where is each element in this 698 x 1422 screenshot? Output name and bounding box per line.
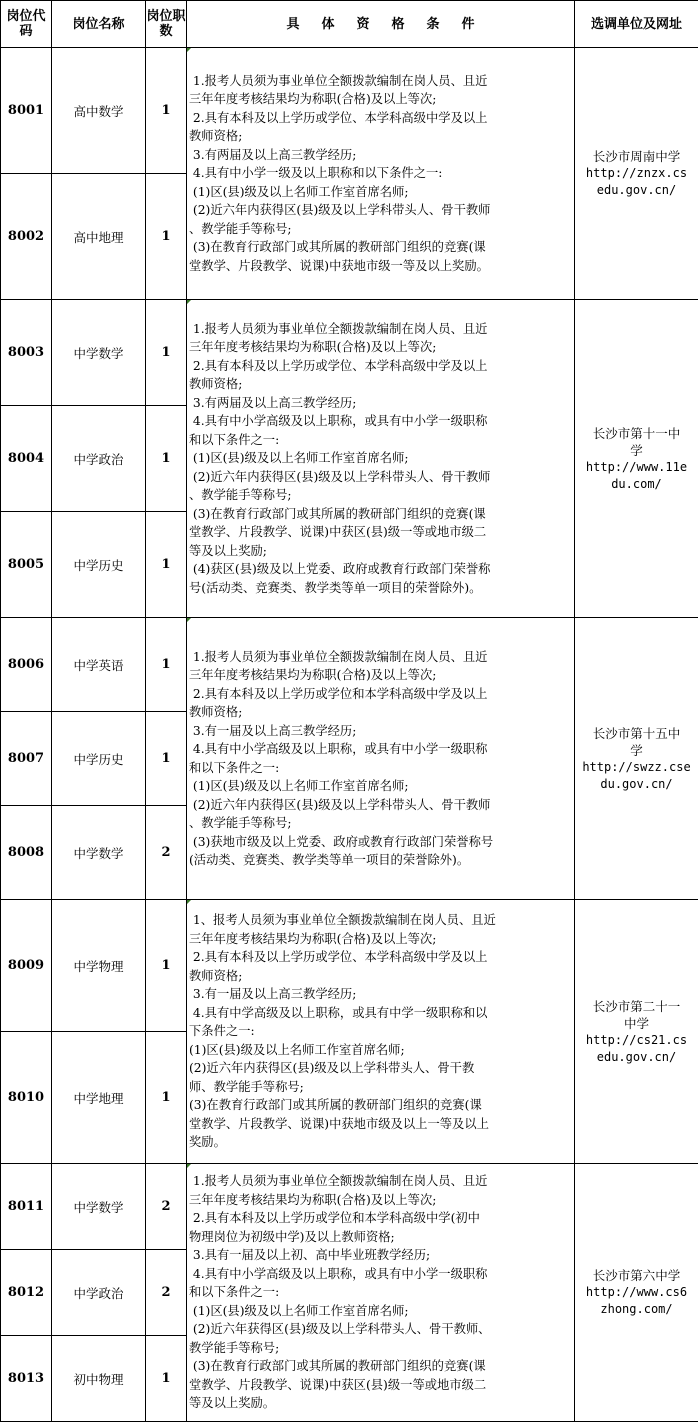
requirement-line: 4.具有中小学高级及以上职称，或具有中小学一级职称 (189, 414, 488, 429)
position-code: 8002 (1, 174, 52, 300)
requirement-line: 2.具有本科及以上学历或学位、本学科高级中学及以上 (189, 110, 488, 125)
requirement-line: 三年年度考核结果均为称职(合格)及以上等次; (189, 1192, 437, 1207)
header-code: 岗位代码 (1, 1, 52, 48)
requirement-line: 3.有两届及以上高三教学经历; (189, 147, 357, 162)
requirement-line: 师、教学能手等称号; (189, 1079, 304, 1094)
unit-url: http://cs21.cs (585, 1032, 688, 1047)
header-unit: 选调单位及网址 (575, 1, 698, 48)
requirement-line: 3.有两届及以上高三教学经历; (189, 395, 357, 410)
requirement-line: 、教学能手等称号; (189, 816, 292, 830)
position-name: 中学数学 (52, 1164, 146, 1250)
requirement-line: 4.具有中学高级及以上职称，或具有中学一级职称和以 (189, 1005, 488, 1020)
requirement-line: 等及以上奖励。 (189, 1396, 276, 1411)
unit-url: http://znzx.cs (585, 166, 688, 180)
cell-comment-marker (187, 48, 191, 52)
position-name: 中学历史 (52, 512, 146, 618)
requirement-line: 2.具有本科及以上学历或学位和本学科高级中学及以上 (189, 686, 488, 701)
requirements-cell (187, 300, 575, 618)
header-req-char: 资 (356, 16, 370, 32)
requirement-line: (4)获区(县)级及以上党委、政府或教育行政部门荣誉称 (189, 562, 491, 577)
unit-name: 长沙市第六中学 (592, 1268, 681, 1283)
requirement-line: 4.具有中小学一级及以上职称和以下条件之一: (189, 166, 443, 181)
position-name: 中学政治 (52, 1250, 146, 1336)
table-row (1, 1164, 698, 1250)
requirement-line: 、教学能手等称号; (189, 488, 292, 503)
position-count: 1 (146, 300, 187, 406)
position-count: 2 (146, 1250, 187, 1336)
table-row (1, 48, 698, 174)
position-count: 1 (146, 48, 187, 174)
cell-comment-marker (187, 300, 191, 304)
cell-comment-marker (187, 618, 191, 622)
unit-url: http://www.11e (585, 459, 688, 474)
position-count: 2 (146, 806, 187, 900)
position-code: 8011 (1, 1164, 52, 1250)
position-count: 1 (146, 1336, 187, 1422)
table-header-row (1, 1, 698, 48)
requirement-line: 等及以上奖励; (189, 543, 267, 558)
table-row (1, 900, 698, 1032)
requirement-line: 2.具有本科及以上学历或学位和本学科高级中学(初中 (189, 1211, 480, 1226)
position-name: 中学英语 (52, 618, 146, 712)
requirement-line: 教学能手等称号; (189, 1340, 280, 1355)
requirement-line: 3.有一届及以上高三教学经历; (189, 723, 357, 738)
position-count: 1 (146, 618, 187, 712)
position-code: 8013 (1, 1336, 52, 1422)
requirement-line: 和以下条件之一: (189, 760, 280, 775)
requirement-line: 教师资格; (189, 377, 243, 392)
requirement-line: 三年年度考核结果均为称职(合格)及以上等次; (189, 668, 437, 682)
position-name: 中学物理 (52, 900, 146, 1032)
requirement-line: (1)区(县)级及以上名师工作室首席名师; (189, 451, 409, 466)
requirement-line: 堂教学、片段教学、说课)中获区(县)级一等或地市级二 (189, 525, 487, 540)
position-code: 8003 (1, 300, 52, 406)
position-count: 2 (146, 1164, 187, 1250)
requirement-line: 4.具有中小学高级及以上职称，或具有中小学一级职称 (189, 1266, 488, 1281)
unit-cell (575, 300, 698, 618)
requirement-line: 和以下条件之一: (189, 1285, 280, 1300)
requirement-line: 下条件之一: (189, 1024, 255, 1039)
unit-name: 中学 (623, 1015, 649, 1031)
position-code: 8001 (1, 48, 52, 174)
unit-cell (575, 1164, 698, 1422)
requirements-cell (187, 900, 575, 1164)
header-req-char: 具 (286, 16, 300, 32)
header-req-char: 条 (426, 16, 440, 32)
requirement-line: 号(活动类、竞赛类、教学类等单一项目的荣誉除外)。 (189, 580, 482, 595)
requirement-line: 堂教学、片段教学、说课)中获区(县)级一等或地市级二 (189, 1377, 487, 1392)
position-name: 初中物理 (52, 1336, 146, 1422)
requirement-line: 物理岗位为初级中学)及以上教师资格; (189, 1229, 395, 1244)
requirement-line: 1.报考人员须为事业单位全额拨款编制在岗人员、且近 (189, 321, 488, 336)
position-count: 1 (146, 406, 187, 512)
requirement-line: 和以下条件之一: (189, 432, 280, 447)
requirement-line: (3)在教育行政部门或其所属的教研部门组织的竞赛(课 (189, 1359, 486, 1374)
cell-comment-marker (187, 1164, 191, 1168)
unit-url: http://www.cs6 (585, 1285, 688, 1299)
position-name: 中学历史 (52, 712, 146, 806)
cell-comment-marker (187, 900, 191, 904)
requirement-line: (3)获地市级及以上党委、政府或教育行政部门荣誉称号 (189, 834, 494, 849)
unit-name: 长沙市周南中学 (592, 149, 681, 164)
requirement-line: (2)近六年内获得区(县)级及以上学科带头人、骨干教师 (189, 797, 491, 812)
position-count: 1 (146, 1032, 187, 1164)
header-requirements (187, 1, 575, 48)
position-count: 1 (146, 900, 187, 1032)
requirement-line: (2)近六年内获得区(县)级及以上学科带头人、骨干教师 (189, 203, 491, 218)
unit-name: 长沙市第十一中 (592, 425, 681, 441)
requirement-line: 4.具有中小学高级及以上职称，或具有中小学一级职称 (189, 742, 488, 756)
requirement-line: 1、报考人员须为事业单位全额拨款编制在岗人员、且近 (189, 913, 496, 928)
unit-cell (575, 900, 698, 1164)
requirement-line: (1)区(县)级及以上名师工作室首席名师; (189, 1303, 409, 1318)
unit-name: 学 (630, 442, 643, 458)
header-count: 岗位职数 (146, 1, 187, 48)
requirement-line: (3)在教育行政部门或其所属的教研部门组织的竞赛(课 (189, 506, 486, 521)
requirement-line: 三年年度考核结果均为称职(合格)及以上等次; (189, 340, 437, 355)
requirement-line: (2)近六年内获得区(县)级及以上学科带头人、骨干教 (189, 1061, 475, 1076)
table-row (1, 300, 698, 406)
header-name: 岗位名称 (52, 1, 146, 48)
table-row (1, 618, 698, 712)
unit-cell (575, 618, 698, 900)
requirement-line: (1)区(县)级及以上名师工作室首席名师; (189, 1042, 405, 1057)
requirement-line: (1)区(县)级及以上名师工作室首席名师; (189, 779, 409, 793)
position-name: 高中数学 (52, 48, 146, 174)
position-name: 中学政治 (52, 406, 146, 512)
requirement-line: 教师资格; (189, 705, 243, 719)
requirement-line: (活动类、竞赛类、教学类等单一项目的荣誉除外)。 (189, 853, 470, 867)
header-req-char: 格 (391, 16, 405, 32)
requirement-line: (1)区(县)级及以上名师工作室首席名师; (189, 184, 409, 199)
requirement-line: 奖励。 (189, 1135, 226, 1150)
requirement-line: 堂教学、片段教学、说课)中获地市级及以上一等及以上 (189, 1116, 489, 1131)
requirement-line: 2.具有本科及以上学历或学位、本学科高级中学及以上 (189, 358, 488, 373)
unit-url: du.com/ (611, 476, 662, 491)
requirement-line: 3.具有一届及以上初、高中毕业班教学经历; (189, 1248, 431, 1263)
requirement-line: 堂教学、片段教学、说课)中获地市级一等及以上奖励。 (189, 258, 489, 273)
header-req-char: 体 (321, 16, 335, 32)
position-name: 高中地理 (52, 174, 146, 300)
requirement-line: (2)近六年获得区(县)级及以上学科带头人、骨干教师、 (189, 1322, 491, 1337)
position-code: 8010 (1, 1032, 52, 1164)
position-code: 8009 (1, 900, 52, 1032)
requirement-line: 3.有一届及以上高三教学经历; (189, 987, 357, 1002)
position-code: 8008 (1, 806, 52, 900)
unit-url: du.gov.cn/ (600, 776, 673, 791)
requirement-line: 三年年度考核结果均为称职(合格)及以上等次; (189, 92, 437, 107)
position-name: 中学数学 (52, 300, 146, 406)
unit-url: edu.gov.cn/ (596, 1049, 677, 1064)
requirement-line: 教师资格; (189, 968, 243, 983)
requirement-line: 1.报考人员须为事业单位全额拨款编制在岗人员、且近 (189, 73, 488, 88)
requirement-line: (3)在教育行政部门或其所属的教研部门组织的竞赛(课 (189, 240, 486, 255)
requirement-line: 教师资格; (189, 129, 243, 144)
requirements-cell (187, 618, 575, 900)
requirement-line: 、教学能手等称号; (189, 221, 292, 236)
position-count: 1 (146, 712, 187, 806)
unit-url: http://swzz.cse (582, 759, 691, 774)
unit-name: 学 (630, 742, 643, 758)
position-name: 中学数学 (52, 806, 146, 900)
position-name: 中学地理 (52, 1032, 146, 1164)
requirement-line: (2)近六年内获得区(县)级及以上学科带头人、骨干教师 (189, 469, 491, 484)
requirement-line: 2.具有本科及以上学历或学位、本学科高级中学及以上 (189, 950, 488, 965)
requirement-line: 1.报考人员须为事业单位全额拨款编制在岗人员、且近 (189, 649, 488, 664)
unit-name: 长沙市第十五中 (592, 725, 681, 741)
position-code: 8006 (1, 618, 52, 712)
requirement-line: 1.报考人员须为事业单位全额拨款编制在岗人员、且近 (189, 1174, 488, 1189)
position-code: 8005 (1, 512, 52, 618)
unit-url: edu.gov.cn/ (596, 183, 677, 197)
position-count: 1 (146, 512, 187, 618)
unit-name: 长沙市第二十一 (592, 998, 681, 1014)
position-code: 8012 (1, 1250, 52, 1336)
requirement-line: (3)在教育行政部门或其所属的教研部门组织的竞赛(课 (189, 1098, 482, 1113)
table-body (1, 48, 698, 1422)
requirements-cell (187, 1164, 575, 1422)
header-req-char: 件 (461, 16, 475, 32)
position-code: 8004 (1, 406, 52, 512)
requirements-cell (187, 48, 575, 300)
requirement-line: 三年年度考核结果均为称职(合格)及以上等次; (189, 931, 437, 946)
position-count: 1 (146, 174, 187, 300)
unit-url: zhong.com/ (600, 1302, 673, 1316)
position-code: 8007 (1, 712, 52, 806)
unit-cell (575, 48, 698, 300)
